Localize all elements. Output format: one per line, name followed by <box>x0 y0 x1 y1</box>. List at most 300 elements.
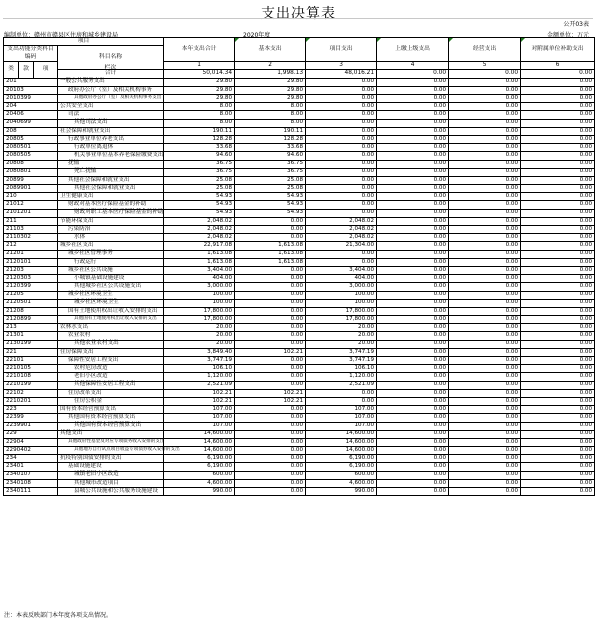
row-amount-col-4: 0.00 <box>377 201 449 209</box>
row-amount-col-2: 29.80 <box>235 78 306 86</box>
row-amount-col-5: 0.00 <box>449 95 521 103</box>
row-amount-col-5: 0.00 <box>449 348 521 356</box>
row-code: 234 <box>4 455 58 463</box>
row-code: 2080505 <box>4 152 58 160</box>
row-amount-col-3: 3,404.00 <box>306 266 377 274</box>
row-amount-col-3: 14,600.00 <box>306 447 377 455</box>
row-amount-col-6: 0.00 <box>521 185 595 193</box>
row-amount-col-6: 0.00 <box>521 226 595 234</box>
row-subject-name: 城乡社区环境卫生 <box>58 291 164 299</box>
row-code: 20406 <box>4 111 58 119</box>
row-amount-col-4: 0.00 <box>377 291 449 299</box>
row-amount-col-1: 128.28 <box>164 135 235 143</box>
row-subject-name: 国有土地使用权出让收入安排的支出 <box>58 307 164 315</box>
row-amount-col-5: 0.00 <box>449 103 521 111</box>
row-code: 223 <box>4 406 58 414</box>
row-amount-col-2: 102.21 <box>235 397 306 405</box>
row-amount-col-6: 0.00 <box>521 357 595 365</box>
row-amount-col-4: 0.00 <box>377 266 449 274</box>
row-amount-col-4: 0.00 <box>377 307 449 315</box>
row-amount-col-5: 0.00 <box>449 250 521 258</box>
row-amount-col-4: 0.00 <box>377 324 449 332</box>
table-row <box>4 307 595 315</box>
row-amount-col-2: 1,613.08 <box>235 258 306 266</box>
row-amount-col-4: 0.00 <box>377 422 449 430</box>
row-amount-col-1: 6,190.00 <box>164 455 235 463</box>
money-unit: 金额单位：万元 <box>546 32 589 39</box>
row-amount-col-4: 0.00 <box>377 283 449 291</box>
row-amount-col-3: 107.00 <box>306 422 377 430</box>
row-amount-col-3: 0.00 <box>306 111 377 119</box>
row-amount-col-4: 0.00 <box>377 111 449 119</box>
row-amount-col-1: 3,000.00 <box>164 283 235 291</box>
table-row <box>4 324 595 332</box>
row-amount-col-3: 3,000.00 <box>306 283 377 291</box>
row-amount-col-6: 0.00 <box>521 299 595 307</box>
row-amount-col-2: 0.00 <box>235 488 306 496</box>
footer-note: 注：本表反映部门本年度各项支出情况。 <box>4 612 113 619</box>
row-amount-col-4: 0.00 <box>377 217 449 225</box>
row-amount-col-1: 106.10 <box>164 365 235 373</box>
table-row <box>4 357 595 365</box>
row-amount-col-6: 0.00 <box>521 152 595 160</box>
row-amount-col-3: 100.00 <box>306 291 377 299</box>
row-amount-col-6: 0.00 <box>521 414 595 422</box>
row-amount-col-6: 0.00 <box>521 127 595 135</box>
row-amount-col-3: 0.00 <box>306 144 377 152</box>
row-amount-col-6: 0.00 <box>521 340 595 348</box>
row-amount-col-5: 0.00 <box>449 447 521 455</box>
row-amount-col-5: 0.00 <box>449 176 521 184</box>
row-amount-col-2: 29.80 <box>235 86 306 94</box>
row-amount-col-4: 0.00 <box>377 299 449 307</box>
row-subject-name: 节能环保支出 <box>58 217 164 225</box>
row-subject-name: 其他政府办公厅（室）及相关机构事务支出 <box>58 95 164 103</box>
row-subject-name: 基础设施建设 <box>58 463 164 471</box>
row-amount-col-4: 0.00 <box>377 86 449 94</box>
row-amount-col-5: 0.00 <box>449 397 521 405</box>
row-amount-col-4: 0.00 <box>377 463 449 471</box>
row-subject-name: 行政运行 <box>58 258 164 266</box>
row-amount-col-2: 1,613.08 <box>235 250 306 258</box>
row-amount-col-1: 29.80 <box>164 86 235 94</box>
table-row <box>4 348 595 356</box>
row-amount-col-2: 29.80 <box>235 95 306 103</box>
row-amount-col-1: 990.00 <box>164 488 235 496</box>
table-row <box>4 234 595 242</box>
row-amount-col-3: 0.00 <box>306 160 377 168</box>
row-amount-col-1: 14,600.00 <box>164 438 235 446</box>
row-subject-name: 国有资本经营预算支出 <box>58 406 164 414</box>
row-code: 21208 <box>4 307 58 315</box>
row-amount-col-5: 0.00 <box>449 316 521 324</box>
row-amount-col-4: 0.00 <box>377 135 449 143</box>
row-code: 20808 <box>4 160 58 168</box>
row-subject-name: 司法 <box>58 111 164 119</box>
row-amount-col-4: 0.00 <box>377 250 449 258</box>
table-row <box>4 291 595 299</box>
row-amount-col-2: 0.00 <box>235 332 306 340</box>
table-row <box>4 144 595 152</box>
row-amount-col-5: 0.00 <box>449 389 521 397</box>
row-amount-col-2: 54.93 <box>235 201 306 209</box>
row-amount-col-2: 0.00 <box>235 447 306 455</box>
row-amount-col-2: 0.00 <box>235 430 306 438</box>
row-amount-col-5: 0.00 <box>449 144 521 152</box>
table-row <box>4 103 595 111</box>
row-amount-col-6: 0.00 <box>521 217 595 225</box>
row-code: 21205 <box>4 291 58 299</box>
row-amount-col-2: 1,613.08 <box>235 242 306 250</box>
row-amount-col-3: 107.00 <box>306 406 377 414</box>
row-code: 221 <box>4 348 58 356</box>
row-amount-col-3: 0.00 <box>306 78 377 86</box>
row-subject-name: 小城镇基础设施建设 <box>58 275 164 283</box>
row-amount-col-1: 54.93 <box>164 193 235 201</box>
row-amount-col-6: 0.00 <box>521 291 595 299</box>
report-year: 2020年度 <box>243 32 271 39</box>
row-amount-col-5: 0.00 <box>449 488 521 496</box>
row-code: 2120303 <box>4 275 58 283</box>
row-amount-col-5: 0.00 <box>449 86 521 94</box>
row-amount-col-2: 128.28 <box>235 135 306 143</box>
row-amount-col-3: 3,747.19 <box>306 357 377 365</box>
row-amount-col-2: 0.00 <box>235 406 306 414</box>
row-amount-col-5: 0.00 <box>449 414 521 422</box>
row-code: 22399 <box>4 414 58 422</box>
row-subject-name: 其他农业农村支出 <box>58 340 164 348</box>
row-code: 211 <box>4 217 58 225</box>
row-code: 2010399 <box>4 95 58 103</box>
row-amount-col-3: 0.00 <box>306 185 377 193</box>
row-amount-col-5: 0.00 <box>449 234 521 242</box>
header-project: 项目 <box>4 38 164 46</box>
row-subject-name: 机关事业单位基本养老保险缴费支出 <box>58 152 164 160</box>
row-subject-name: 其他保障性安居工程支出 <box>58 381 164 389</box>
row-amount-col-2: 0.00 <box>235 479 306 487</box>
row-amount-col-5: 0.00 <box>449 283 521 291</box>
table-row <box>4 397 595 405</box>
row-code: 2120399 <box>4 283 58 291</box>
table-row <box>4 86 595 94</box>
row-code: 23401 <box>4 463 58 471</box>
row-subject-name: 县城公共设施和公共服务设施建设 <box>58 488 164 496</box>
row-amount-col-2: 0.00 <box>235 340 306 348</box>
row-amount-col-4: 0.00 <box>377 316 449 324</box>
row-amount-col-2: 8.00 <box>235 103 306 111</box>
row-code: 2101201 <box>4 209 58 217</box>
row-amount-col-2: 25.08 <box>235 185 306 193</box>
row-subject-name: 社会保障和就业支出 <box>58 127 164 135</box>
row-amount-col-1: 94.60 <box>164 152 235 160</box>
row-amount-col-5: 0.00 <box>449 135 521 143</box>
row-amount-col-3: 3,747.19 <box>306 348 377 356</box>
row-amount-col-5: 0.00 <box>449 430 521 438</box>
row-amount-col-2: 0.00 <box>235 357 306 365</box>
table-row <box>4 217 595 225</box>
row-code: 21201 <box>4 250 58 258</box>
row-amount-col-3: 17,800.00 <box>306 307 377 315</box>
row-amount-col-6: 0.00 <box>521 381 595 389</box>
row-code: 2130199 <box>4 340 58 348</box>
row-amount-col-2: 8.00 <box>235 111 306 119</box>
row-amount-col-3: 17,800.00 <box>306 316 377 324</box>
header-col-1: 本年支出合计 <box>164 38 235 62</box>
row-amount-col-4: 0.00 <box>377 226 449 234</box>
row-amount-col-4: 0.00 <box>377 488 449 496</box>
row-amount-col-3: 14,600.00 <box>306 438 377 446</box>
row-amount-col-2: 190.11 <box>235 127 306 135</box>
row-amount-col-2: 0.00 <box>235 316 306 324</box>
row-code: 21203 <box>4 266 58 274</box>
table-row <box>4 193 595 201</box>
row-amount-col-5: 0.00 <box>449 217 521 225</box>
row-amount-col-2: 25.08 <box>235 176 306 184</box>
report-title: 支出决算表 <box>261 6 336 22</box>
row-amount-col-1: 54.93 <box>164 201 235 209</box>
row-amount-col-3: 106.10 <box>306 365 377 373</box>
row-amount-col-6: 0.00 <box>521 258 595 266</box>
table-row <box>4 283 595 291</box>
table-row <box>4 275 595 283</box>
row-code: 2080801 <box>4 168 58 176</box>
row-amount-col-2: 0.00 <box>235 266 306 274</box>
row-subject-name: 污染防治 <box>58 226 164 234</box>
row-amount-col-6: 0.00 <box>521 283 595 291</box>
row-amount-col-1: 25.08 <box>164 176 235 184</box>
header-col-num-label: 栏次 <box>104 65 117 72</box>
table-row <box>4 471 595 479</box>
row-amount-col-3: 6,190.00 <box>306 455 377 463</box>
table-row <box>4 127 595 135</box>
row-amount-col-6: 0.00 <box>521 135 595 143</box>
row-amount-col-4: 0.00 <box>377 168 449 176</box>
row-amount-col-3: 0.00 <box>306 168 377 176</box>
table-row <box>4 176 595 184</box>
table-row <box>4 242 595 250</box>
row-subject-name: 其他城市改造项目 <box>58 479 164 487</box>
row-subject-name: 其他社会保障和就业支出 <box>58 176 164 184</box>
row-amount-col-3: 990.00 <box>306 488 377 496</box>
row-amount-col-5: 0.00 <box>449 266 521 274</box>
row-amount-col-3: 2,521.09 <box>306 381 377 389</box>
table-row <box>4 340 595 348</box>
header-col-num-6: 6 <box>521 62 595 70</box>
header-col-4: 上缴上级支出 <box>377 38 449 62</box>
header-col-num-2: 2 <box>235 62 306 70</box>
row-subject-name: 行政事业单位养老支出 <box>58 135 164 143</box>
row-subject-name: 财政对职工基本医疗保险基金的补助 <box>58 209 164 217</box>
row-amount-col-4: 0.00 <box>377 357 449 365</box>
row-amount-col-4: 0.00 <box>377 455 449 463</box>
row-subject-name: 公共安全支出 <box>58 103 164 111</box>
row-amount-col-5: 0.00 <box>449 291 521 299</box>
row-amount-col-1: 54.93 <box>164 209 235 217</box>
row-amount-col-4: 0.00 <box>377 430 449 438</box>
table-row <box>4 332 595 340</box>
row-subject-name: 城镇老旧小区改造 <box>58 471 164 479</box>
row-amount-col-3: 0.00 <box>306 176 377 184</box>
row-amount-col-1: 36.75 <box>164 168 235 176</box>
table-row <box>4 365 595 373</box>
row-amount-col-1: 1,613.08 <box>164 250 235 258</box>
row-amount-col-6: 0.00 <box>521 168 595 176</box>
table-row <box>4 119 595 127</box>
row-amount-col-4: 0.00 <box>377 340 449 348</box>
table-row <box>4 299 595 307</box>
table-row <box>4 381 595 389</box>
table-row <box>4 373 595 381</box>
row-subject-name: 行政单位离退休 <box>58 144 164 152</box>
row-amount-col-6: 0.00 <box>521 119 595 127</box>
header-col-num-1: 1 <box>164 62 235 70</box>
row-amount-col-3: 404.00 <box>306 275 377 283</box>
row-subject-name: 其他国有资本经营预算支出 <box>58 422 164 430</box>
row-amount-col-6: 0.00 <box>521 373 595 381</box>
row-amount-col-1: 4,600.00 <box>164 479 235 487</box>
row-amount-col-6: 0.00 <box>521 176 595 184</box>
row-code: 2239901 <box>4 422 58 430</box>
row-amount-col-6: 0.00 <box>521 103 595 111</box>
row-amount-col-5: 0.00 <box>449 455 521 463</box>
row-amount-col-2: 0.00 <box>235 438 306 446</box>
row-amount-col-3: 100.00 <box>306 299 377 307</box>
row-amount-col-6: 0.00 <box>521 316 595 324</box>
row-amount-col-1: 2,521.09 <box>164 381 235 389</box>
row-amount-col-5: 0.00 <box>449 226 521 234</box>
row-subject-name: 城乡社区公共设施 <box>58 266 164 274</box>
row-amount-col-2: 36.75 <box>235 168 306 176</box>
row-amount-col-5: 0.00 <box>449 299 521 307</box>
row-code: 2210108 <box>4 373 58 381</box>
row-amount-col-5: 0.00 <box>449 258 521 266</box>
row-subject-name: 老旧小区改造 <box>58 373 164 381</box>
row-amount-col-1: 2,048.02 <box>164 217 235 225</box>
row-amount-col-2: 102.21 <box>235 348 306 356</box>
table-row <box>4 226 595 234</box>
table-row <box>4 250 595 258</box>
row-amount-col-3: 20.00 <box>306 340 377 348</box>
header-kuan: 款 <box>19 62 34 78</box>
row-amount-col-3: 0.00 <box>306 193 377 201</box>
row-amount-col-3: 0.00 <box>306 258 377 266</box>
table-row <box>4 406 595 414</box>
row-amount-col-1: 3,404.00 <box>164 266 235 274</box>
header-col-num-5: 5 <box>449 62 521 70</box>
row-code: 208 <box>4 127 58 135</box>
table-row <box>4 135 595 143</box>
table-row <box>4 185 595 193</box>
total-col-3: 48,016.21 <box>306 70 377 78</box>
row-amount-col-6: 0.00 <box>521 234 595 242</box>
row-code: 2120899 <box>4 316 58 324</box>
row-amount-col-4: 0.00 <box>377 365 449 373</box>
row-amount-col-6: 0.00 <box>521 242 595 250</box>
row-amount-col-5: 0.00 <box>449 242 521 250</box>
row-amount-col-6: 0.00 <box>521 455 595 463</box>
title-divider <box>3 18 593 19</box>
row-amount-col-1: 8.00 <box>164 119 235 127</box>
row-amount-col-4: 0.00 <box>377 160 449 168</box>
row-amount-col-1: 100.00 <box>164 299 235 307</box>
row-amount-col-2: 54.93 <box>235 193 306 201</box>
row-amount-col-5: 0.00 <box>449 275 521 283</box>
row-amount-col-3: 0.00 <box>306 397 377 405</box>
row-amount-col-6: 0.00 <box>521 406 595 414</box>
row-subject-name: 农业农村 <box>58 332 164 340</box>
row-amount-col-1: 14,600.00 <box>164 430 235 438</box>
row-amount-col-3: 0.00 <box>306 152 377 160</box>
row-amount-col-5: 0.00 <box>449 438 521 446</box>
row-subject-name: 城乡社区支出 <box>58 242 164 250</box>
row-subject-name: 其他政府性基金及对应专项债务收入安排的支出 <box>58 438 164 446</box>
row-subject-name: 其他城乡社区公共设施支出 <box>58 283 164 291</box>
row-amount-col-4: 0.00 <box>377 381 449 389</box>
expenditure-table <box>3 37 595 496</box>
total-col-2: 1,998.13 <box>235 70 306 78</box>
row-amount-col-4: 0.00 <box>377 414 449 422</box>
row-subject-name: 农林水支出 <box>58 324 164 332</box>
table-row <box>4 438 595 446</box>
row-amount-col-5: 0.00 <box>449 78 521 86</box>
header-col-6: 对附属单位补助支出 <box>521 38 595 62</box>
row-subject-name: 其他国有土地使用权出让收入安排的支出 <box>58 316 164 324</box>
table-row <box>4 201 595 209</box>
row-amount-col-5: 0.00 <box>449 193 521 201</box>
row-amount-col-5: 0.00 <box>449 357 521 365</box>
row-amount-col-5: 0.00 <box>449 479 521 487</box>
table-row <box>4 447 595 455</box>
row-amount-col-5: 0.00 <box>449 422 521 430</box>
row-amount-col-6: 0.00 <box>521 160 595 168</box>
row-amount-col-4: 0.00 <box>377 95 449 103</box>
table-row <box>4 111 595 119</box>
row-amount-col-1: 36.75 <box>164 160 235 168</box>
row-amount-col-3: 0.00 <box>306 119 377 127</box>
row-amount-col-5: 0.00 <box>449 381 521 389</box>
row-amount-col-4: 0.00 <box>377 373 449 381</box>
row-amount-col-3: 2,048.02 <box>306 226 377 234</box>
row-subject-name: 水体 <box>58 234 164 242</box>
header-col-3: 项目支出 <box>306 38 377 62</box>
row-amount-col-1: 1,613.08 <box>164 258 235 266</box>
row-amount-col-2: 0.00 <box>235 463 306 471</box>
row-amount-col-4: 0.00 <box>377 242 449 250</box>
row-amount-col-6: 0.00 <box>521 111 595 119</box>
row-amount-col-3: 2,048.02 <box>306 217 377 225</box>
table-row <box>4 95 595 103</box>
row-amount-col-3: 20.00 <box>306 332 377 340</box>
row-code: 21301 <box>4 332 58 340</box>
row-code: 20805 <box>4 135 58 143</box>
row-amount-col-2: 0.00 <box>235 299 306 307</box>
row-amount-col-3: 600.00 <box>306 471 377 479</box>
row-amount-col-6: 0.00 <box>521 348 595 356</box>
row-amount-col-6: 0.00 <box>521 193 595 201</box>
header-subject-name: 科目名称 <box>58 46 164 70</box>
table-row <box>4 160 595 168</box>
row-amount-col-2: 33.68 <box>235 144 306 152</box>
row-amount-col-3: 20.00 <box>306 324 377 332</box>
row-amount-col-5: 0.00 <box>449 119 521 127</box>
row-amount-col-2: 102.21 <box>235 389 306 397</box>
row-code: 22101 <box>4 357 58 365</box>
row-subject-name: 财政对基本医疗保险基金的补助 <box>58 201 164 209</box>
row-code: 204 <box>4 103 58 111</box>
row-amount-col-3: 0.00 <box>306 135 377 143</box>
header-xiang: 项 <box>34 62 58 78</box>
row-amount-col-3: 0.00 <box>306 86 377 94</box>
